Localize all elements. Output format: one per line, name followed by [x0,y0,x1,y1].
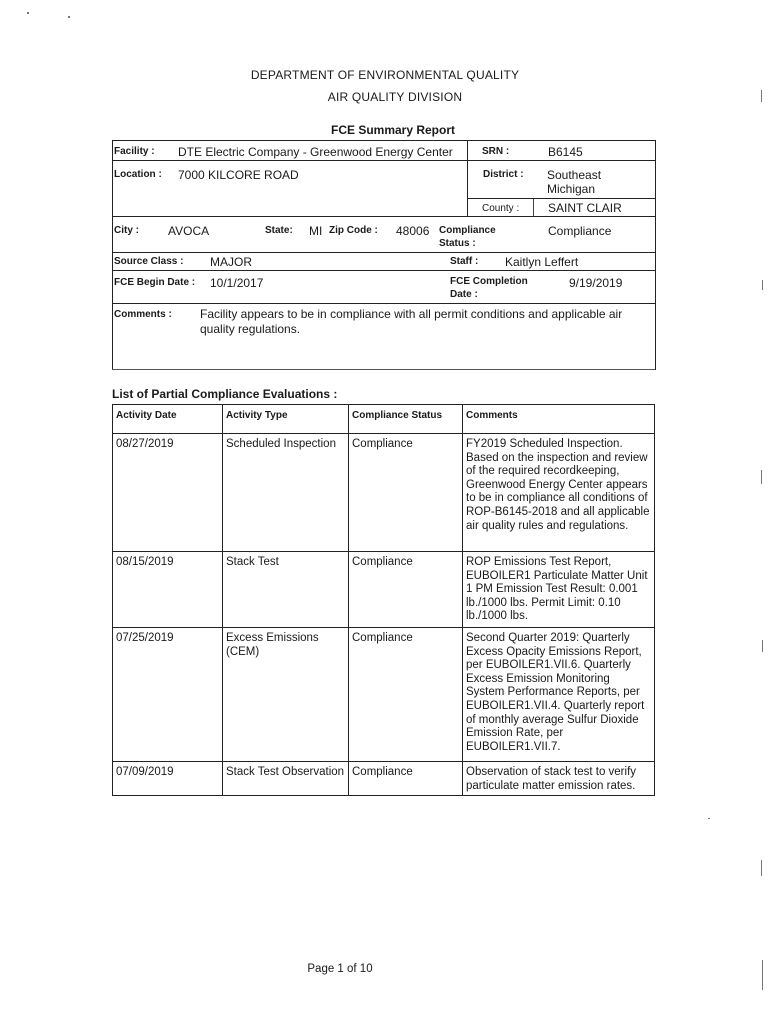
comments-cell: Second Quarter 2019: Quarterly Excess Opacity Emissions Report, per EUBOILER1.VII.6. Quarterly Excess Emission Monitoring System Performance Reports, per EUBOILER1.VII.4. Quarterly report of monthly average Sulfur Dioxide Emission Rate, per EUBOILER1.VII.7. [463,628,655,762]
srn-value: B6145 [548,145,583,159]
district-value-line-2: Michigan [547,182,596,196]
activity-type-cell: Stack Test Observation [223,762,349,796]
compliance-status-cell: Compliance [349,552,463,628]
compliance-status-cell: Compliance [349,762,463,796]
compliance-status-cell: Compliance [349,628,463,762]
page-number: Page 1 of 10 [307,963,373,975]
facility-name: DTE Electric Company - Greenwood Energy Center [178,145,453,159]
comments-line-2: quality regulations. [200,322,301,336]
table-row [113,628,655,762]
activity-type-cell: Scheduled Inspection [223,434,349,552]
zip-value: 48006 [396,224,430,238]
staff-label: Staff : [450,256,479,267]
table-row [113,434,655,552]
column-header-compliance-status: Compliance Status [349,405,463,434]
scan-speck [708,818,710,819]
state-value: MI [309,224,323,238]
column-header-activity-type: Activity Type [223,405,349,434]
comments-cell: ROP Emissions Test Report, EUBOILER1 Particulate Matter Unit 1 PM Emission Test Result: 0.001 lb./1000 lbs. Permit Limit: 0.10 lb./1000 lbs. [463,552,655,628]
county-value: SAINT CLAIR [548,201,622,215]
table-row [113,762,655,796]
column-header-comments: Comments [463,405,655,434]
comments-line-1: Facility appears to be in compliance with all permit conditions and applicable air [200,307,623,321]
fce-completion-value: 9/19/2019 [569,276,623,290]
compliance-status-label-line-1: Compliance [439,225,496,236]
source-class-label: Source Class : [114,256,184,267]
county-label: County : [482,203,520,214]
scan-speck [761,470,762,484]
scan-speck [761,90,762,102]
staff-value: Kaitlyn Leffert [505,255,579,269]
activity-type-cell: Excess Emissions (CEM) [223,628,349,762]
table-row [113,552,655,628]
facility-label: Facility : [114,146,155,157]
compliance-status-cell: Compliance [349,434,463,552]
city-label: City : [114,225,139,236]
fce-begin-value: 10/1/2017 [210,276,264,290]
location-value: 7000 KILCORE ROAD [178,168,299,182]
activity-date-cell: 08/15/2019 [113,552,223,628]
activity-date-cell: 08/27/2019 [113,434,223,552]
source-class-value: MAJOR [210,255,252,269]
zip-label: Zip Code : [329,225,378,236]
srn-label: SRN : [482,146,510,157]
state-label: State: [265,225,293,236]
compliance-status-value: Compliance [548,224,612,238]
district-label: District : [483,169,524,180]
comments-cell: Observation of stack test to verify particulate matter emission rates. [463,762,655,796]
scan-speck [762,960,763,990]
pce-header-row [113,405,655,434]
report-title: FCE Summary Report [330,123,456,137]
fce-completion-label-line-1: FCE Completion [450,276,528,287]
activity-date-cell: 07/09/2019 [113,762,223,796]
compliance-status-label-line-2: Status : [439,238,476,249]
scan-speck [68,16,70,18]
division-heading: AIR QUALITY DIVISION [327,90,463,104]
activity-date-cell: 07/25/2019 [113,628,223,762]
location-label: Location : [114,169,162,180]
activity-type-cell: Stack Test [223,552,349,628]
comments-label: Comments : [114,309,172,320]
fce-completion-label-line-2: Date : [450,289,478,300]
pce-table [112,404,655,796]
scan-speck [761,860,762,876]
pce-section-title: List of Partial Compliance Evaluations : [112,387,338,401]
district-value-line-1: Southeast [547,168,602,182]
department-heading: DEPARTMENT OF ENVIRONMENTAL QUALITY [250,68,520,82]
column-header-activity-date: Activity Date [113,405,223,434]
city-value: AVOCA [168,224,210,238]
scan-speck [27,12,29,14]
comments-cell: FY2019 Scheduled Inspection. Based on the inspection and review of the required recordkeeping, Greenwood Energy Center appears to be in compliance all conditions of ROP-B6145-2018 and all applicable air quality rules and regulations. [463,434,655,552]
scan-speck [762,640,763,652]
fce-begin-label: FCE Begin Date : [114,277,196,288]
scan-speck [762,280,763,290]
